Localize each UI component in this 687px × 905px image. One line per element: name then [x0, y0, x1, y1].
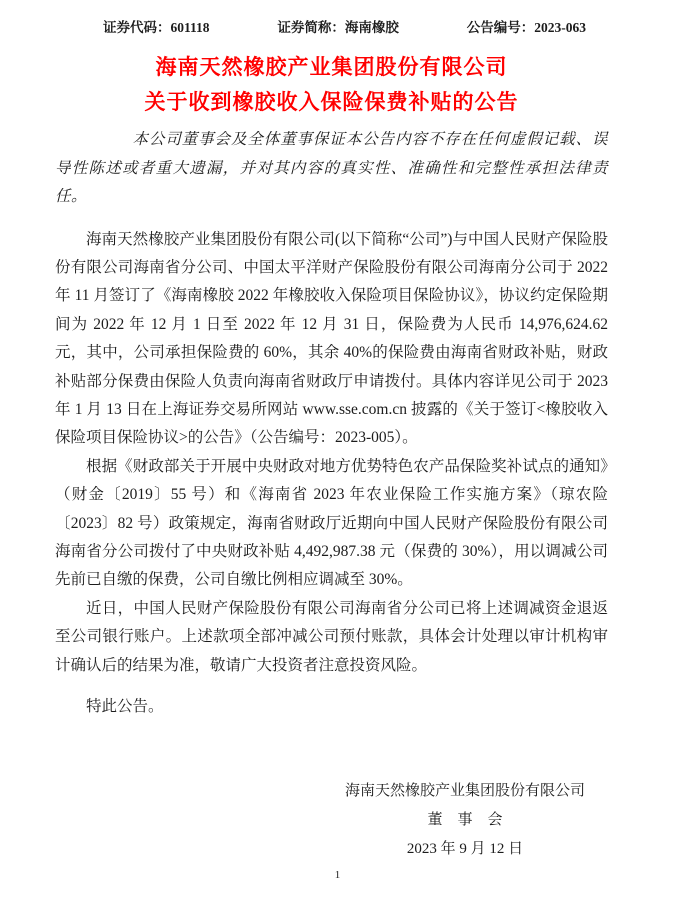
signature-block — [345, 777, 585, 864]
stock-code-value: 601118 — [170, 20, 210, 35]
announcement-body — [55, 226, 608, 722]
signature-date: 2023 年 9 月 12 日 — [406, 841, 524, 858]
paragraph-refund-received: 近日，中国人民财产保险股份有限公司海南省分公司已将上述调减资金退返至公司银行账户。上述款项全部冲减公司预付账款，具体会计处理以审计机构审计确认后的结果为准，敬请广大投资者注意投资风险。 — [55, 599, 608, 674]
stock-name — [277, 18, 399, 37]
stock-name-value: 海南橡胶 — [344, 20, 399, 35]
stock-code — [103, 18, 210, 37]
page-number: 1 — [334, 869, 341, 882]
paragraph-closing: 特此公告。 — [86, 698, 164, 715]
signature-company: 海南天然橡胶产业集团股份有限公司 — [344, 783, 585, 800]
announcement-title: 关于收到橡胶收入保险保费补贴的公告 — [144, 91, 519, 114]
securities-header-row — [103, 18, 586, 37]
announcement-number-value: 2023-063 — [534, 20, 586, 35]
board-disclaimer: 本公司董事会及全体董事保证本公告内容不存在任何虚假记载、误导性陈述或者重大遗漏，并对其内容的真实性、准确性和完整性承担法律责任。 — [55, 131, 608, 205]
company-title: 海南天然橡胶产业集团股份有限公司 — [155, 56, 508, 79]
announcement-number — [467, 18, 586, 37]
paragraph-insurance-agreement: 海南天然橡胶产业集团股份有限公司(以下简称“公司”)与中国人民财产保险股份有限公司海南省分公司、中国太平洋财产保险股份有限公司海南分公司于 2022 年 11 月签订了《海南橡胶 2022 年橡胶收入保险项目保险协议》，协议约定保险期间为 2022 年 12 月 1 日至 2022 年 12 月 31 日，保险费为人民币 14,976,624.62 元，其中，公司承担保险费的 60%，其余 40%的保险费由海南省财政补贴，财政补贴部分保费由保险人负责向海南省财政厅申请拨付。具体内容详见公司于 2023 年 1 月 13 日在上海证券交易所网站 www.sse.com.cn 披露的《关于签订<橡胶收入保险项目保险协议>的公告》（公告编号：2023-005）。 — [55, 230, 608, 447]
announcement-number-label: 公告编号： — [466, 20, 535, 35]
stock-name-label: 证券简称： — [277, 20, 345, 35]
paragraph-subsidy-policy: 根据《财政部关于开展中央财政对地方优势特色农产品保险奖补试点的通知》（财金〔2019〕55 号）和《海南省 2023 年农业保险工作实施方案》（琼农险〔2023〕82 号）政策规定，海南省财政厅近期向中国人民财产保险股份有限公司海南省分公司拨付了中央财政补贴 4,492,987.38 元（保费的 30%），用以调减公司先前已自缴的保费，公司自缴比例相应调减至 30%。 — [55, 457, 608, 589]
stock-code-label: 证券代码： — [103, 20, 171, 35]
signature-board: 董 事 会 — [427, 812, 503, 829]
